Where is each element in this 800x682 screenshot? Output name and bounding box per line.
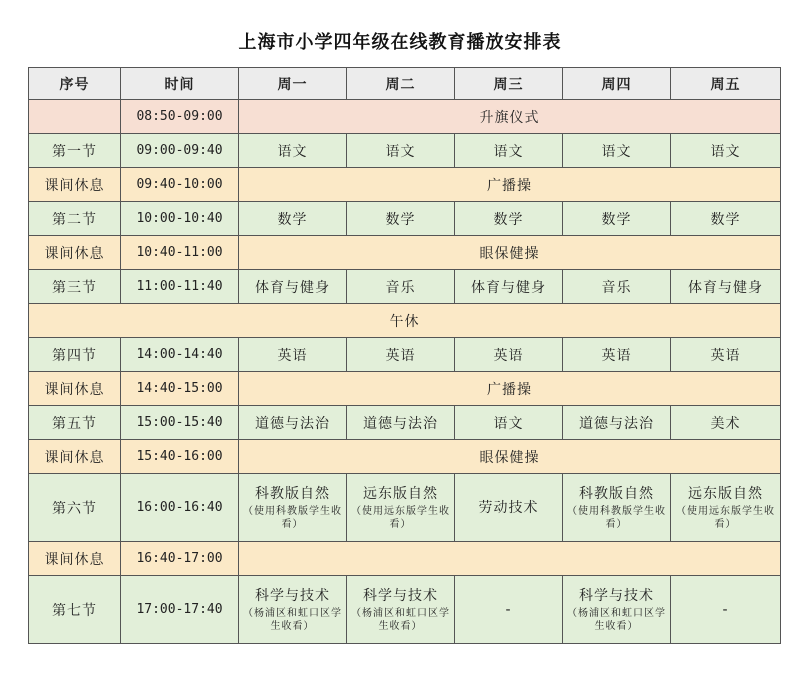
- merged-activity: 广播操: [239, 168, 781, 202]
- subject-name: 劳动技术: [478, 499, 539, 516]
- subject-note: （使用远东版学生收看）: [351, 505, 450, 530]
- row-label: 课间休息: [29, 542, 121, 576]
- subject-cell: [671, 474, 781, 542]
- subject-cell: 体育与健身: [239, 270, 347, 304]
- merged-activity: 眼保健操: [239, 236, 781, 270]
- header-cell: 序号: [29, 68, 121, 100]
- subject-cell: 数学: [347, 202, 455, 236]
- subject-cell: 音乐: [347, 270, 455, 304]
- subject-cell: [563, 474, 671, 542]
- break-row: [29, 168, 781, 202]
- subject-cell: 数学: [671, 202, 781, 236]
- header-cell: 周四: [563, 68, 671, 100]
- subject-cell: [563, 576, 671, 644]
- subject-cell: 数学: [455, 202, 563, 236]
- subject-note: （杨浦区和虹口区学生收看）: [351, 607, 450, 632]
- merged-activity: 升旗仪式: [239, 100, 781, 134]
- time-cell: 10:40-11:00: [121, 236, 239, 270]
- subject-cell: 体育与健身: [455, 270, 563, 304]
- subject-cell: 道德与法治: [347, 406, 455, 440]
- row-label: 第四节: [29, 338, 121, 372]
- period-row: [29, 202, 781, 236]
- subject-cell: [671, 576, 781, 644]
- time-cell: 10:00-10:40: [121, 202, 239, 236]
- period-row: [29, 406, 781, 440]
- header-cell: 时间: [121, 68, 239, 100]
- header-row: [29, 68, 781, 100]
- subject-cell: [239, 474, 347, 542]
- row-label: 课间休息: [29, 372, 121, 406]
- header-cell: 周五: [671, 68, 781, 100]
- header-cell: 周三: [455, 68, 563, 100]
- subject-cell: [455, 474, 563, 542]
- subject-cell: 数学: [239, 202, 347, 236]
- subject-cell: 英语: [239, 338, 347, 372]
- subject-cell: 道德与法治: [239, 406, 347, 440]
- time-cell: 15:00-15:40: [121, 406, 239, 440]
- header-cell: 周二: [347, 68, 455, 100]
- time-cell: 16:00-16:40: [121, 474, 239, 542]
- row-label: 第三节: [29, 270, 121, 304]
- subject-cell: 英语: [455, 338, 563, 372]
- time-cell: 11:00-11:40: [121, 270, 239, 304]
- row-label: [29, 100, 121, 134]
- subject-note: （使用科教版学生收看）: [567, 505, 666, 530]
- subject-cell: [347, 576, 455, 644]
- row-label: 第七节: [29, 576, 121, 644]
- subject-cell: 语文: [347, 134, 455, 168]
- time-cell: 14:40-15:00: [121, 372, 239, 406]
- period-row: [29, 338, 781, 372]
- subject-name: 科教版自然: [255, 485, 330, 502]
- row-label: 课间休息: [29, 440, 121, 474]
- row-label: 课间休息: [29, 236, 121, 270]
- period-row: [29, 576, 781, 644]
- subject-cell: 体育与健身: [671, 270, 781, 304]
- lunch-break-row: [29, 304, 781, 338]
- header-cell: 周一: [239, 68, 347, 100]
- subject-note: （使用科教版学生收看）: [243, 505, 342, 530]
- subject-note: （使用远东版学生收看）: [676, 505, 775, 530]
- subject-name: 科学与技术: [255, 587, 330, 604]
- subject-cell: 数学: [563, 202, 671, 236]
- merged-activity: [239, 542, 781, 576]
- merged-activity: 广播操: [239, 372, 781, 406]
- subject-cell: 语文: [563, 134, 671, 168]
- subject-cell: 英语: [671, 338, 781, 372]
- time-cell: 15:40-16:00: [121, 440, 239, 474]
- flag-ceremony-row: [29, 100, 781, 134]
- time-cell: 09:00-09:40: [121, 134, 239, 168]
- subject-cell: 英语: [347, 338, 455, 372]
- subject-name: 远东版自然: [688, 485, 763, 502]
- subject-cell: [455, 576, 563, 644]
- subject-note: （杨浦区和虹口区学生收看）: [567, 607, 666, 632]
- lunch-break-cell: 午休: [29, 304, 781, 338]
- subject-cell: 语文: [455, 406, 563, 440]
- subject-cell: 道德与法治: [563, 406, 671, 440]
- row-label: 第六节: [29, 474, 121, 542]
- break-row: [29, 440, 781, 474]
- break-row: [29, 542, 781, 576]
- time-cell: 14:00-14:40: [121, 338, 239, 372]
- row-label: 第二节: [29, 202, 121, 236]
- break-row: [29, 372, 781, 406]
- subject-cell: 英语: [563, 338, 671, 372]
- subject-name: 远东版自然: [363, 485, 438, 502]
- subject-cell: [239, 576, 347, 644]
- period-row: [29, 134, 781, 168]
- subject-cell: 音乐: [563, 270, 671, 304]
- subject-cell: 语文: [239, 134, 347, 168]
- time-cell: 08:50-09:00: [121, 100, 239, 134]
- subject-cell: [347, 474, 455, 542]
- row-label: 第五节: [29, 406, 121, 440]
- time-cell: 17:00-17:40: [121, 576, 239, 644]
- period-row: [29, 270, 781, 304]
- subject-name: -: [722, 601, 729, 618]
- subject-name: 科学与技术: [363, 587, 438, 604]
- subject-cell: 语文: [671, 134, 781, 168]
- subject-name: 科学与技术: [579, 587, 654, 604]
- row-label: 第一节: [29, 134, 121, 168]
- subject-cell: 美术: [671, 406, 781, 440]
- subject-name: 科教版自然: [579, 485, 654, 502]
- subject-name: -: [505, 601, 512, 618]
- period-row: [29, 474, 781, 542]
- time-cell: 16:40-17:00: [121, 542, 239, 576]
- time-cell: 09:40-10:00: [121, 168, 239, 202]
- merged-activity: 眼保健操: [239, 440, 781, 474]
- row-label: 课间休息: [29, 168, 121, 202]
- subject-note: （杨浦区和虹口区学生收看）: [243, 607, 342, 632]
- break-row: [29, 236, 781, 270]
- schedule-table: [28, 67, 781, 644]
- subject-cell: 语文: [455, 134, 563, 168]
- page-title: 上海市小学四年级在线教育播放安排表: [238, 32, 562, 53]
